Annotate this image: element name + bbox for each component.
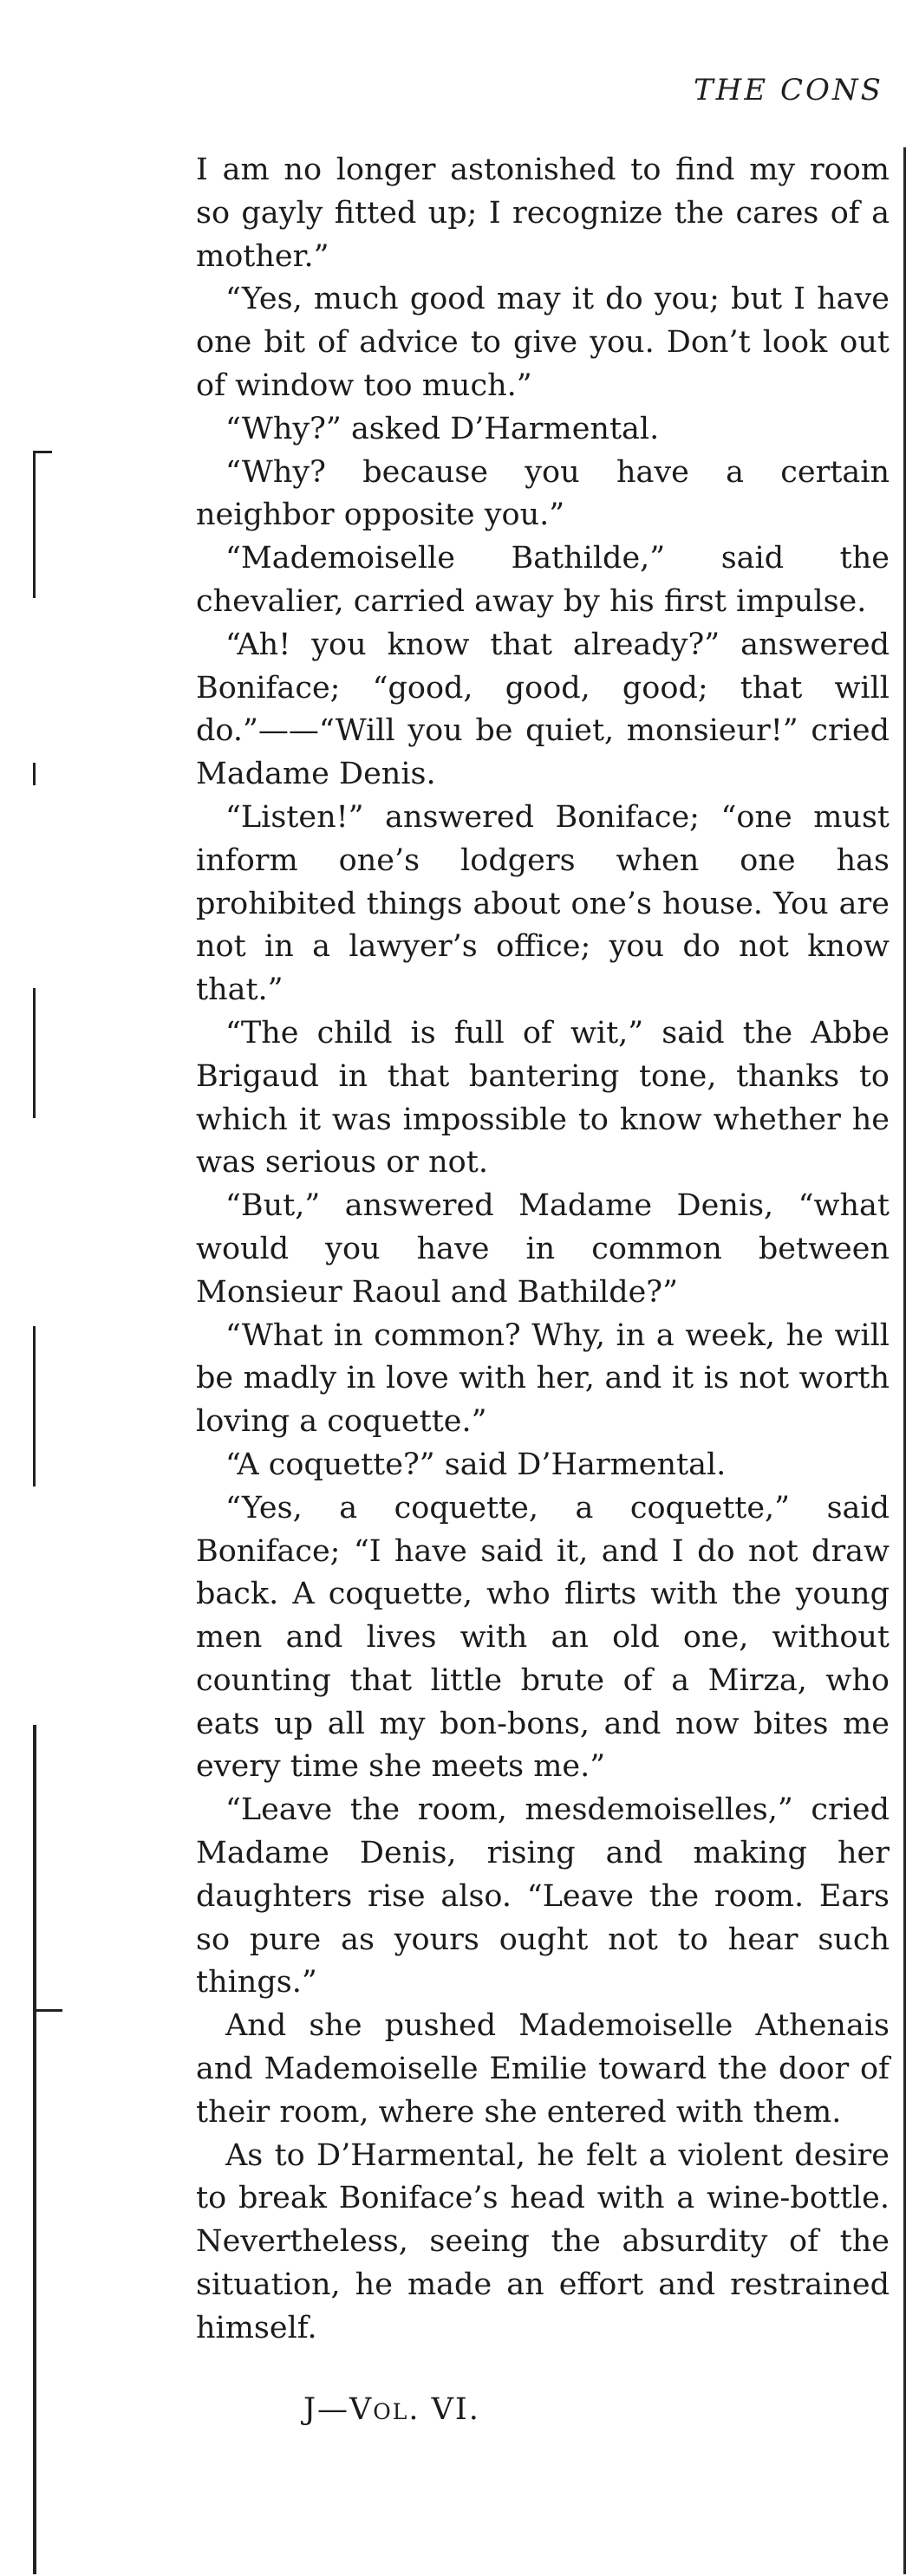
body-text (196, 149, 890, 2351)
paragraph: “Listen!” answered Boniface; “one must inform one’s lodgers when one has prohibited things about one’s house. You are not in a lawyer’s office; you do not know that.” (196, 799, 890, 1008)
paragraph: “Yes, a coquette, a coquette,” said Boniface; “I have said it, and I do not draw back. A coquette, who flirts with the young men and lives with an old one, without counting that little brute of a Mirza, who eats up all my bon-bons, and now bites me every time she meets me.” (196, 1490, 890, 1785)
gutter-line-mark (33, 988, 36, 1118)
gutter-line-mark (33, 1326, 36, 1486)
running-head: THE CONS (694, 73, 883, 107)
gutter-bracket-mark (33, 451, 36, 598)
paragraph: “Leave the room, mesdemoiselles,” cried Madame Denis, rising and making her daughters rise also. “Leave the room. Ears so pure as yours ought not to hear such things.” (196, 1792, 890, 2000)
right-margin-rule (903, 147, 906, 2574)
paragraph: “But,” answered Madame Denis, “what would you have in common between Monsieur Raoul and Bathilde?” (196, 1188, 890, 1310)
paragraph: “Why? because you have a certain neighbor opposite you.” (196, 454, 890, 533)
signature-letter: J— (303, 2392, 350, 2427)
gutter-bracket-mark (33, 2009, 62, 2012)
paragraph: As to D’Harmental, he felt a violent desire to break Boniface’s head with a wine-bottle. Nevertheless, seeing the absurdity of the situation, he made an effort and restrained himself. (196, 2137, 890, 2345)
paragraph: I am no longer astonished to find my room so gayly fitted up; I recognize the cares of a mother.” (196, 153, 890, 274)
paragraph: “What in common? Why, in a week, he will be madly in love with her, and it is not worth loving a coquette.” (196, 1317, 890, 1440)
paragraph: “Yes, much good may it do you; but I have one bit of advice to give you. Don’t look out of window too much.” (196, 282, 890, 403)
gutter-tick-mark (33, 763, 36, 785)
signature-mark (303, 2392, 480, 2427)
paragraph: “A coquette?” said D’Harmental. (225, 1447, 727, 1482)
paragraph: “The child is full of wit,” said the Abbe Brigaud in that bantering tone, thanks to which it was impossible to know whether he was serious or not. (196, 1015, 890, 1181)
volume-label: Vol. VI. (349, 2392, 480, 2427)
gutter-bracket-mark (33, 451, 52, 453)
paragraph: “Mademoiselle Bathilde,” said the chevalier, carried away by his first impulse. (196, 541, 890, 619)
paragraph: And she pushed Mademoiselle Athenais and Mademoiselle Emilie toward the door of their room, where she entered with them. (196, 2008, 890, 2130)
gutter-line-mark (33, 1725, 36, 2574)
paragraph: “Why?” asked D’Harmental. (225, 411, 660, 446)
paragraph: “Ah! you know that already?” answered Boniface; “good, good, good; that will do.”——“Will you be quiet, monsieur!” cried Madame Denis. (196, 627, 890, 792)
